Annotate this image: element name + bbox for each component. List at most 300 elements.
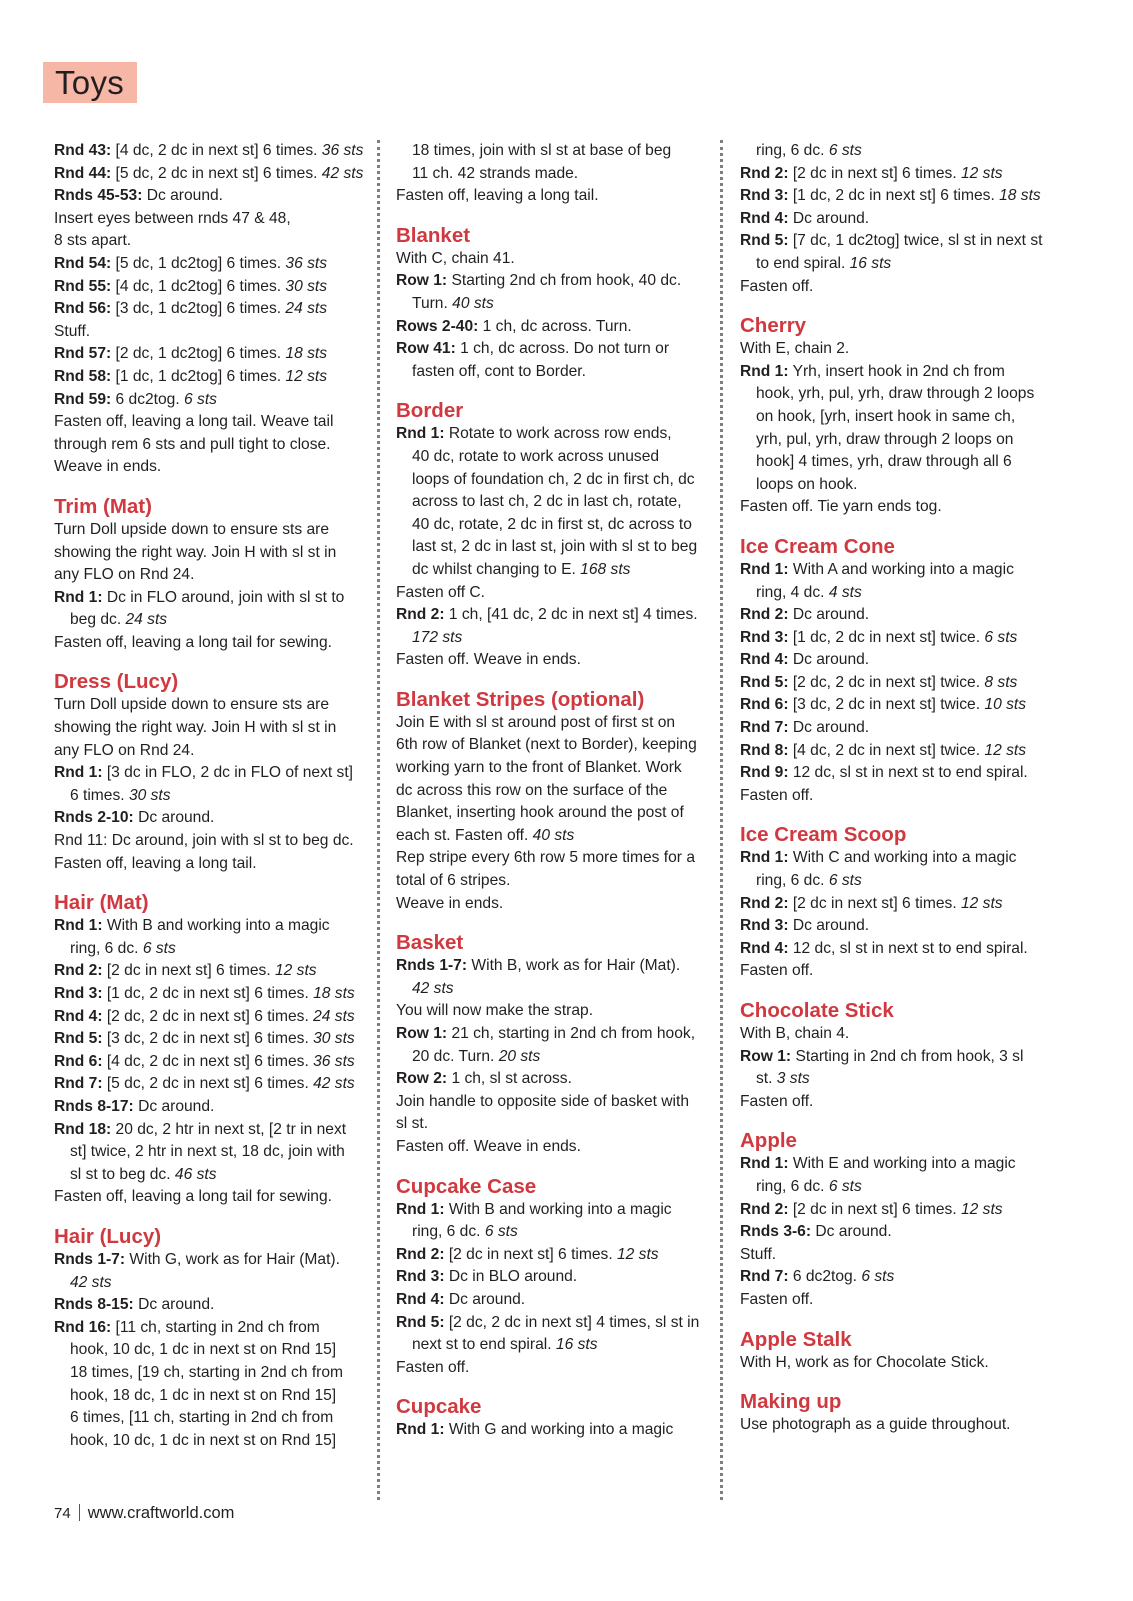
instruction-line xyxy=(54,1407,376,1430)
instruction-line xyxy=(396,559,718,582)
instruction-line xyxy=(740,649,1075,672)
section-tab: Toys xyxy=(43,62,137,103)
round-label: Rnd 2: xyxy=(396,1245,445,1263)
round-label: Rnd 1: xyxy=(740,362,789,380)
instruction-text: Dc around. xyxy=(788,917,870,935)
instruction-line xyxy=(396,627,718,650)
instruction-line xyxy=(54,253,376,276)
stitch-count: 30 sts xyxy=(313,1030,355,1048)
instruction-text: 18 times, join with sl st at base of beg xyxy=(412,142,672,159)
instruction-text: Fasten off, leaving a long tail. xyxy=(54,854,257,872)
round-label: Rnd 2: xyxy=(740,606,789,624)
instruction-text: 40 dc, rotate, 2 dc in first st, dc across to xyxy=(412,515,692,533)
stitch-count: 42 sts xyxy=(70,1273,112,1291)
instruction-line xyxy=(54,1272,376,1295)
column-divider-2 xyxy=(720,140,723,1500)
instruction-text: Rotate to work across row ends, xyxy=(444,425,672,443)
section-dress-lucy xyxy=(54,669,376,875)
instruction-text: Fasten off, leaving a long tail. xyxy=(396,187,599,205)
instruction-text: on hook, [yrh, insert hook in same ch, xyxy=(756,407,1016,425)
instruction-text: [2 dc in next st] 6 times. xyxy=(102,962,275,980)
instruction-text: [1 dc, 2 dc in next st] twice. xyxy=(788,628,985,646)
instruction-line xyxy=(740,627,1075,650)
round-label: Rnd 5: xyxy=(740,232,789,250)
instruction-text: [4 dc, 2 dc in next st] 6 times. xyxy=(102,1052,314,1070)
instruction-text: Rep stripe every 6th row 5 more times for a xyxy=(396,849,695,867)
instruction-line xyxy=(54,1249,376,1272)
instruction-text: Dc in FLO around, join with sl st to xyxy=(102,588,345,606)
instruction-text: Fasten off, leaving a long tail for sewing. xyxy=(54,633,332,651)
instruction-text: Weave in ends. xyxy=(54,458,162,476)
round-label: Rnd 1: xyxy=(54,588,103,606)
instruction-line xyxy=(740,938,1075,961)
instruction-line xyxy=(740,338,1075,361)
stitch-count: 6 sts xyxy=(484,1223,518,1241)
stitch-count: 4 sts xyxy=(828,583,862,601)
round-label: Rnd 2: xyxy=(54,962,103,980)
stitch-count: 12 sts xyxy=(960,164,1003,182)
instruction-text: [3 dc, 2 dc in next st] twice. xyxy=(788,696,985,714)
section-blanket-stripes-optional xyxy=(396,687,718,915)
round-label: Rnd 5: xyxy=(396,1313,445,1331)
instruction-text: showing the right way. Join H with sl st in xyxy=(54,719,337,737)
instruction-line xyxy=(54,960,376,983)
section-heading: Apple xyxy=(740,1129,797,1153)
round-label: Row 1: xyxy=(740,1047,792,1065)
instruction-text: Fasten off. xyxy=(396,1358,470,1376)
instruction-text: Join handle to opposite side of basket with xyxy=(396,1092,690,1110)
instruction-text: With B and working into a magic xyxy=(102,917,330,935)
instruction-line xyxy=(396,757,718,780)
instruction-text: last st, 2 dc in last st, join with sl st to beg xyxy=(412,538,698,556)
round-label: Rnds 2-10: xyxy=(54,809,134,827)
section-cherry xyxy=(740,313,1075,519)
round-label: Row 2: xyxy=(396,1070,448,1088)
section-continued xyxy=(54,140,376,479)
round-label: Rnds 1-7: xyxy=(396,957,468,975)
instruction-line xyxy=(396,469,718,492)
stitch-count: 168 sts xyxy=(580,560,631,578)
instruction-line xyxy=(54,343,376,366)
instruction-line xyxy=(54,762,376,785)
round-label: Rnd 1: xyxy=(396,1421,445,1439)
section-heading: Cupcake xyxy=(396,1395,482,1419)
instruction-line xyxy=(396,423,718,446)
instruction-text: ring, 6 dc. xyxy=(70,939,143,957)
section-heading: Trim (Mat) xyxy=(54,494,152,518)
instruction-text: Dc around. xyxy=(788,209,870,227)
section-heading: Dress (Lucy) xyxy=(54,670,179,694)
instruction-line xyxy=(396,978,718,1001)
instruction-line xyxy=(740,429,1075,452)
instruction-text: [2 dc, 2 dc in next st] 6 times. xyxy=(102,1007,314,1025)
instruction-text: [2 dc in next st] 6 times. xyxy=(444,1245,617,1263)
instruction-text: Dc around. xyxy=(142,187,224,205)
section-heading: Apple Stalk xyxy=(740,1327,852,1351)
instruction-text: Fasten off, leaving a long tail. Weave tail xyxy=(54,413,334,431)
instruction-text: to end spiral. xyxy=(756,254,850,272)
instruction-line xyxy=(54,1294,376,1317)
instruction-line xyxy=(740,185,1075,208)
stitch-count: 8 sts xyxy=(984,673,1018,691)
stitch-count: 6 sts xyxy=(828,142,862,159)
instruction-line xyxy=(54,1339,376,1362)
round-label: Rnd 16: xyxy=(54,1318,112,1336)
round-label: Rnd 56: xyxy=(54,300,112,318)
round-label: Rnd 5: xyxy=(740,673,789,691)
instruction-text: With B and working into a magic xyxy=(444,1200,672,1218)
instruction-line xyxy=(740,847,1075,870)
round-label: Rnds 8-15: xyxy=(54,1296,134,1314)
round-label: Rnd 3: xyxy=(740,187,789,205)
stitch-count: 6 sts xyxy=(984,628,1018,646)
instruction-text: sl st. xyxy=(396,1115,429,1133)
instruction-text: [2 dc, 2 dc in next st] twice. xyxy=(788,673,985,691)
instruction-text: Fasten off. Weave in ends. xyxy=(396,651,581,669)
instruction-line xyxy=(740,1023,1075,1046)
instruction-text: 21 ch, starting in 2nd ch from hook, xyxy=(447,1025,696,1042)
instruction-line xyxy=(54,1317,376,1340)
instruction-text: yrh, pul, yrh, draw through 2 loops on xyxy=(756,430,1014,448)
instruction-text: hook, 10 dc, 1 dc in next st on Rnd 15] xyxy=(70,1431,337,1449)
instruction-text: ring, 6 dc. xyxy=(756,1177,829,1195)
stitch-count: 12 sts xyxy=(616,1245,659,1263)
instruction-text: st. xyxy=(756,1070,777,1088)
section-cupcake xyxy=(396,1394,718,1442)
instruction-text: 1 ch, dc across. Turn. xyxy=(478,317,632,335)
instruction-line xyxy=(54,140,376,163)
stitch-count: 6 sts xyxy=(828,872,862,890)
instruction-text: Dc around. xyxy=(133,1296,215,1314)
instruction-line xyxy=(740,785,1075,808)
stitch-count: 36 sts xyxy=(313,1052,355,1070)
instruction-text: Stuff. xyxy=(740,1245,777,1263)
instruction-line xyxy=(396,163,718,186)
instruction-line xyxy=(740,1068,1075,1091)
instruction-text: sl st to beg dc. xyxy=(70,1165,175,1183)
column-2 xyxy=(396,140,718,1457)
instruction-text: Dc around. xyxy=(133,809,215,827)
instruction-text: With G, work as for Hair (Mat). xyxy=(125,1250,340,1268)
stitch-count: 16 sts xyxy=(555,1336,598,1354)
column-1 xyxy=(54,140,376,1467)
instruction-text: [3 dc, 1 dc2tog] 6 times. xyxy=(111,300,286,318)
instruction-line xyxy=(396,1023,718,1046)
instruction-line xyxy=(740,582,1075,605)
column-3 xyxy=(740,140,1075,1452)
instruction-line xyxy=(54,785,376,808)
instruction-line xyxy=(396,248,718,271)
instruction-line xyxy=(54,1164,376,1187)
instruction-text: Dc around. xyxy=(788,651,870,669)
instruction-text: 8 sts apart. xyxy=(54,232,132,250)
instruction-line xyxy=(396,491,718,514)
instruction-line xyxy=(54,1141,376,1164)
stitch-count: 10 sts xyxy=(984,696,1026,714)
instruction-text: each st. Fasten off. xyxy=(396,826,533,844)
instruction-text: hook, 18 dc, 1 dc in next st on Rnd 15] xyxy=(70,1386,337,1404)
round-label: Rnd 7: xyxy=(740,1268,789,1286)
instruction-text: 1 ch, [41 dc, 2 dc in next st] 4 times. xyxy=(444,606,698,624)
instruction-text: [3 dc in FLO, 2 dc in FLO of next st] xyxy=(102,764,353,782)
round-label: Rnd 3: xyxy=(740,917,789,935)
round-label: Rnd 55: xyxy=(54,277,112,295)
instruction-text: Fasten off C. xyxy=(396,583,485,601)
instruction-text: 1 ch, dc across. Do not turn or xyxy=(455,340,670,358)
round-label: Rnds 45-53: xyxy=(54,187,143,205)
instruction-text: Dc around. xyxy=(811,1223,892,1241)
instruction-text: fasten off, cont to Border. xyxy=(412,362,586,380)
instruction-line xyxy=(740,1221,1075,1244)
instruction-line xyxy=(54,456,376,479)
instruction-line xyxy=(54,542,376,565)
instruction-text: hook, yrh, pul, yrh, draw through 2 loops xyxy=(756,385,1035,403)
instruction-text: [2 dc in next st] 6 times. xyxy=(788,1200,961,1218)
instruction-line xyxy=(740,1046,1075,1069)
instruction-line xyxy=(740,1153,1075,1176)
stitch-count: 30 sts xyxy=(285,277,328,295)
instruction-line xyxy=(54,185,376,208)
footer-separator xyxy=(79,1504,80,1521)
instruction-text: [5 dc, 1 dc2tog] 6 times. xyxy=(111,254,286,272)
stitch-count: 16 sts xyxy=(849,254,892,272)
round-label: Rnd 4: xyxy=(54,1007,103,1025)
instruction-text: 6 times. xyxy=(70,786,129,804)
round-label: Rnd 7: xyxy=(54,1075,103,1093)
instruction-line xyxy=(740,451,1075,474)
instruction-line xyxy=(740,1352,1075,1375)
round-label: Rnds 3-6: xyxy=(740,1223,812,1241)
instruction-line xyxy=(740,1266,1075,1289)
instruction-line xyxy=(396,955,718,978)
instruction-line xyxy=(396,893,718,916)
instruction-text: With C and working into a magic xyxy=(788,849,1017,867)
instruction-text: 12 dc, sl st in next st to end spiral. xyxy=(788,764,1028,782)
stitch-count: 3 sts xyxy=(776,1070,810,1088)
stitch-count: 6 sts xyxy=(828,1177,862,1195)
instruction-text: ring, 6 dc. xyxy=(756,872,829,890)
instruction-line xyxy=(54,1385,376,1408)
instruction-line xyxy=(54,1051,376,1074)
instruction-text: [2 dc in next st] 6 times. xyxy=(788,164,961,182)
instruction-line xyxy=(54,208,376,231)
stitch-count: 42 sts xyxy=(321,164,364,182)
instruction-text: 20 dc. Turn. xyxy=(412,1047,499,1065)
page-footer xyxy=(54,1504,234,1523)
round-label: Rnd 1: xyxy=(740,1155,789,1173)
instruction-text: [5 dc, 2 dc in next st] 6 times. xyxy=(111,164,322,182)
instruction-line xyxy=(54,1073,376,1096)
round-label: Rnd 6: xyxy=(740,696,789,714)
round-label: Row 1: xyxy=(396,272,448,290)
stitch-count: 18 sts xyxy=(313,985,355,1002)
instruction-line xyxy=(740,694,1075,717)
instruction-line xyxy=(396,338,718,361)
instruction-line xyxy=(396,1000,718,1023)
instruction-text: With B, work as for Hair (Mat). xyxy=(467,957,681,975)
instruction-line xyxy=(396,1068,718,1091)
instruction-line xyxy=(54,694,376,717)
section-chocolate-stick xyxy=(740,998,1075,1113)
section-continued xyxy=(396,140,718,208)
instruction-line xyxy=(740,383,1075,406)
instruction-text: With H, work as for Chocolate Stick. xyxy=(740,1353,989,1371)
footer-url[interactable]: www.craftworld.com xyxy=(87,1504,235,1522)
round-label: Rnd 44: xyxy=(54,164,112,182)
instruction-text: 11 ch. 42 strands made. xyxy=(412,164,579,182)
round-label: Rnd 4: xyxy=(740,651,789,669)
section-heading: Ice Cream Scoop xyxy=(740,823,907,847)
round-label: Row 41: xyxy=(396,340,456,358)
instruction-line xyxy=(54,163,376,186)
instruction-line xyxy=(740,361,1075,384)
round-label: Rnd 1: xyxy=(396,425,445,443)
column-divider-1 xyxy=(377,140,380,1500)
instruction-text: hook] 4 times, yrh, draw through all 6 xyxy=(756,453,1012,471)
instruction-text: 6 dc2tog. xyxy=(788,1268,862,1286)
instruction-text: With E and working into a magic xyxy=(788,1155,1016,1173)
section-heading: Cherry xyxy=(740,314,807,338)
instruction-line xyxy=(740,1244,1075,1267)
instruction-line xyxy=(396,316,718,339)
instruction-line xyxy=(54,807,376,830)
instruction-line xyxy=(54,519,376,542)
instruction-line xyxy=(54,587,376,610)
instruction-line xyxy=(396,870,718,893)
section-blanket xyxy=(396,223,718,384)
stitch-count: 12 sts xyxy=(285,367,328,385)
instruction-line xyxy=(740,1199,1075,1222)
section-cupcake-case xyxy=(396,1174,718,1380)
instruction-line xyxy=(54,609,376,632)
section-ice-cream-scoop xyxy=(740,822,1075,983)
section-heading: Blanket xyxy=(396,223,471,247)
instruction-text: across to last ch, 2 dc in last ch, rotate, xyxy=(412,493,682,511)
stitch-count: 18 sts xyxy=(999,187,1041,205)
instruction-text: showing the right way. Join H with sl st in xyxy=(54,543,337,561)
section-heading: Ice Cream Cone xyxy=(740,534,895,558)
instruction-line xyxy=(54,1362,376,1385)
instruction-line xyxy=(54,717,376,740)
stitch-count: 172 sts xyxy=(412,628,463,646)
instruction-text: dc whilst changing to E. xyxy=(412,560,581,578)
instruction-line xyxy=(54,366,376,389)
stitch-count: 18 sts xyxy=(285,345,328,363)
round-label: Rnd 18: xyxy=(54,1120,112,1138)
instruction-text: Fasten off. xyxy=(740,1290,814,1308)
instruction-line xyxy=(54,632,376,655)
instruction-line xyxy=(740,140,1075,163)
stitch-count: 12 sts xyxy=(984,741,1026,759)
instruction-text: Fasten off, leaving a long tail for sewing. xyxy=(54,1188,332,1206)
round-label: Rnd 5: xyxy=(54,1030,103,1048)
section-hair-lucy xyxy=(54,1224,376,1452)
instruction-line xyxy=(396,802,718,825)
round-label: Rnds 1-7: xyxy=(54,1250,126,1268)
instruction-line xyxy=(396,825,718,848)
round-label: Rnd 4: xyxy=(740,939,789,957)
instruction-text: Insert eyes between rnds 47 & 48, xyxy=(54,209,291,227)
instruction-text: With B, chain 4. xyxy=(740,1025,850,1042)
instruction-line xyxy=(740,1289,1075,1312)
instruction-text: Stuff. xyxy=(54,322,91,340)
instruction-line xyxy=(54,389,376,412)
round-label: Rnd 3: xyxy=(54,985,103,1002)
instruction-text: through rem 6 sts and pull tight to close. xyxy=(54,435,331,453)
instruction-line xyxy=(54,1119,376,1142)
instruction-text: next st to end spiral. xyxy=(412,1336,556,1354)
instruction-line xyxy=(740,604,1075,627)
instruction-line xyxy=(54,853,376,876)
instruction-line xyxy=(54,1430,376,1453)
instruction-line xyxy=(740,672,1075,695)
instruction-line xyxy=(396,1221,718,1244)
instruction-line xyxy=(740,208,1075,231)
instruction-line xyxy=(396,1312,718,1335)
instruction-line xyxy=(740,230,1075,253)
stitch-count: 6 sts xyxy=(184,390,217,408)
instruction-text: 18 times, [19 ch, starting in 2nd ch from xyxy=(70,1363,344,1381)
stitch-count: 24 sts xyxy=(125,611,168,629)
round-label: Rnd 7: xyxy=(740,719,789,737)
round-label: Rnd 2: xyxy=(396,606,445,624)
round-label: Rnd 8: xyxy=(740,741,789,759)
instruction-text: With A and working into a magic xyxy=(788,560,1014,578)
instruction-text: [2 dc, 1 dc2tog] 6 times. xyxy=(111,345,286,363)
section-hair-mat xyxy=(54,890,376,1209)
instruction-line xyxy=(740,496,1075,519)
instruction-line xyxy=(54,830,376,853)
instruction-line xyxy=(740,559,1075,582)
instruction-text: 1 ch, sl st across. xyxy=(447,1070,572,1088)
section-making-up xyxy=(740,1389,1075,1437)
instruction-line xyxy=(54,564,376,587)
instruction-text: Dc around. xyxy=(788,606,870,624)
instruction-text: dc across this row on the surface of the xyxy=(396,781,668,799)
instruction-line xyxy=(740,1091,1075,1114)
instruction-line xyxy=(740,740,1075,763)
instruction-line xyxy=(396,847,718,870)
page-number: 74 xyxy=(54,1505,71,1522)
instruction-text: 6th row of Blanket (next to Border), keeping xyxy=(396,736,697,754)
instruction-line xyxy=(54,938,376,961)
instruction-text: With C, chain 41. xyxy=(396,249,515,267)
instruction-text: Yrh, insert hook in 2nd ch from xyxy=(788,362,1005,380)
instruction-text: working yarn to the front of Blanket. Work xyxy=(396,759,682,777)
instruction-line xyxy=(740,1414,1075,1437)
instruction-text: Dc in BLO around. xyxy=(444,1268,578,1286)
stitch-count: 42 sts xyxy=(412,979,454,997)
instruction-text: ring, 6 dc. xyxy=(412,1223,485,1241)
instruction-text: ring, 4 dc. xyxy=(756,583,829,601)
instruction-text: [3 dc, 2 dc in next st] 6 times. xyxy=(102,1030,314,1048)
instruction-line xyxy=(396,1357,718,1380)
instruction-text: Starting 2nd ch from hook, 40 dc. xyxy=(447,272,682,290)
instruction-text: [1 dc, 2 dc in next st] 6 times. xyxy=(102,985,314,1002)
instruction-text: Weave in ends. xyxy=(396,894,504,912)
stitch-count: 30 sts xyxy=(128,786,171,804)
stitch-count: 40 sts xyxy=(532,826,575,844)
instruction-text: Join E with sl st around post of first st on xyxy=(396,713,676,731)
stitch-count: 6 sts xyxy=(142,939,176,957)
instruction-line xyxy=(740,1176,1075,1199)
instruction-line xyxy=(54,983,376,1006)
stitch-count: 36 sts xyxy=(285,254,328,272)
instruction-line xyxy=(396,536,718,559)
instruction-line xyxy=(396,582,718,605)
instruction-text: Fasten off. xyxy=(740,786,814,804)
instruction-line xyxy=(54,915,376,938)
